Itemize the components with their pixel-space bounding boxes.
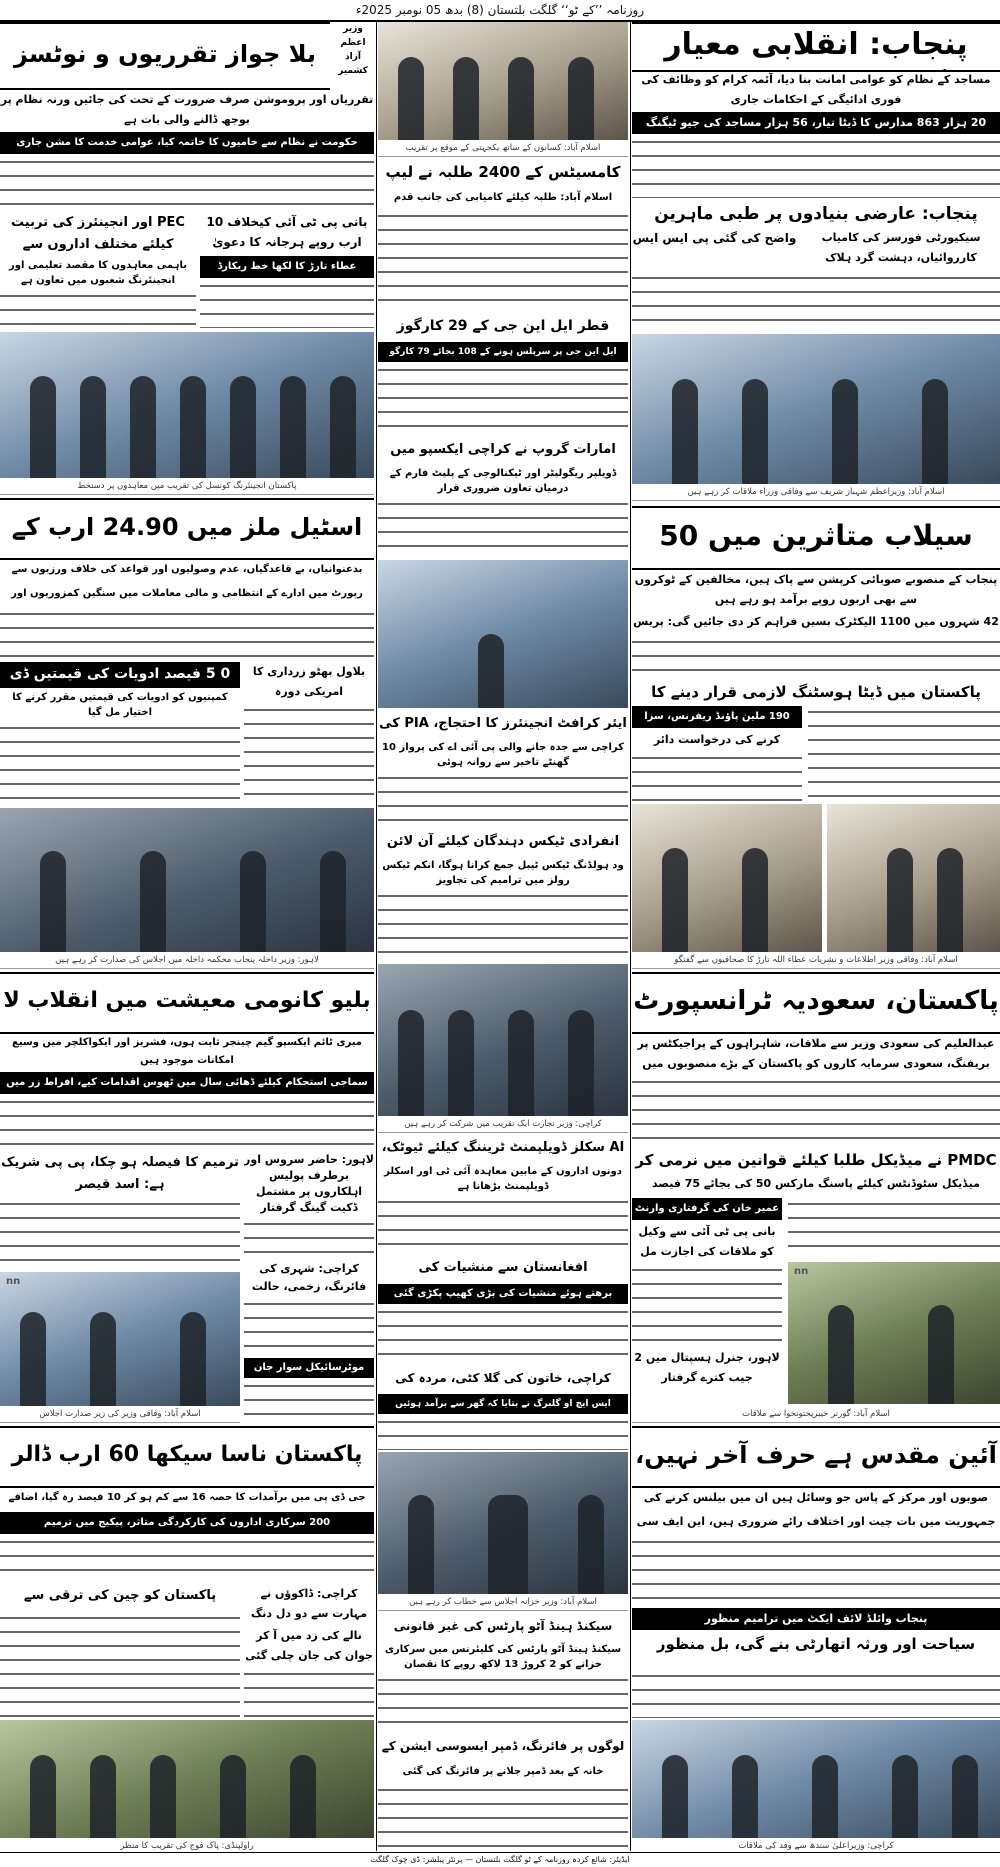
article-body [200,280,374,328]
headline-bar: 200 سرکاری اداروں کی کارکردگی متاثر، پیکیج میں ترمیم [0,1512,374,1534]
article-body [244,1218,374,1258]
headline-main: پاکستان ناسا سیکھا 60 ارب ڈالر [0,1426,374,1488]
article-body [378,1196,628,1252]
headline: افغانستان سے منشیات کی [418,1260,588,1275]
headline-sub: باہمی معاہدوں کا مقصد تعلیمی اور انجینئرنگ شعبوں میں تعاون ہے [9,260,187,286]
headline: انفرادی ٹیکس دہندگان کیلئے آن لائن [386,834,620,849]
headline-bar: عطاء تارڑ کا لکھا خط ریکارڈ [200,256,374,278]
article-body [378,364,628,434]
article-body [0,156,374,208]
article-body [378,210,628,310]
headline-bar: پنجاب وائلڈ لائف ایکٹ میں ترامیم منظور [632,1608,1000,1630]
headline: PMDC نے میڈیکل طلبا کیلئے قوانین میں نرمی کر [635,1151,997,1169]
article-body [788,1198,1000,1258]
headline-sub: رپورٹ میں ادارے کے انتظامی و مالی معاملات میں سنگین کمزوریوں اور [11,588,363,599]
headline-sub: خانہ کے بعد ڈمپر جلانے پر فائرنگ کی گئی [402,1766,604,1777]
article-body [378,1674,628,1730]
photo-caption: کراچی: وزیراعلیٰ سندھ سے وفد کی ملاقات [632,1840,1000,1853]
article-body [0,1198,240,1270]
headline: AI سکلز ڈویلپمنٹ ٹریننگ کیلئے ٹیوٹک، [381,1140,625,1155]
headline: لاہور، جنرل ہسپتال میں 2 جیب کترے گرفتار [634,1351,780,1384]
news-photo [788,1262,1000,1404]
article-body [0,1096,374,1148]
headline-sub: مساجد کے نظام کو عوامی امانت بنا دیا، آئمہ کرام کو وظائف کی فوری ادائیگی کے احکامات جاری [641,73,991,106]
agency-logo: nn [794,1266,809,1277]
headline-sub: 42 شہروں میں 1100 الیکٹرک بسیں فراہم کر دی جائیں گی: پریس [633,615,999,628]
headline-bar: موٹرسائیکل سوار جان [244,1358,374,1378]
headline-bar: ایل این جی پر سرپلس ہونے کے 108 بجائے 79 کارگو [378,342,628,362]
news-photo [378,1452,628,1594]
column-rule [376,22,377,1851]
article-body [378,1306,628,1362]
headline-main: پنجاب: انقلابی معیار [632,22,1000,72]
headline: ترمیم کا فیصلہ ہو چکا، پی پی شریک ہے: اسد قیصر [1,1155,239,1192]
headline-sub: بدعنوانیاں، بے قاعدگیاں، عدم وصولیوں اور قواعد کی خلاف ورزیوں سے [11,564,363,575]
headline-bar: عمیر خان کی گرفتاری وارنٹ [632,1198,782,1220]
headline: سیکنڈ ہینڈ آٹو پارٹس کی غیر قانونی [393,1619,613,1633]
article-body [632,752,802,802]
article-body [378,1784,628,1850]
headline: کراچی: شہری کی فائرنگ، زخمی، حالت [251,1262,367,1293]
headline: امارات گروپ نے کراچی ایکسپو میں [390,442,616,457]
headline: نالے کی زد میں آ کر جوان کی جان چلی گئی [245,1629,373,1662]
headline-sub: جی ڈی پی میں برآمدات کا حصہ 16 سے کم ہو کر 10 فیصد رہ گیا، اضافے [8,1492,366,1503]
headline: بانی پی ٹی آئی سے وکیل کو ملاقات کی اجازت مل [638,1225,776,1258]
news-photo [378,22,628,140]
photo-caption: اسلام آباد: وفاقی وزیر کی زیر صدارت اجلاس [0,1408,240,1423]
headline: کامسیٹس کے 2400 طلبہ نے لیپ [385,163,621,181]
headline-main: بلیو کانومی معیشت میں انقلاب لا [0,972,374,1034]
article-body [378,772,628,828]
news-photo [0,1720,374,1838]
photo-caption: پاکستان انجینئرنگ کونسل کی تقریب میں معاہدوں پر دستخط [0,480,374,495]
headline-sub: تقرریاں اور پروموشن صرف ضرورت کے تحت کی جائیں ورنہ نظام پر بوجھ ڈالنے والی بات ہے [0,93,374,126]
article-body [244,1668,374,1718]
headline-sub-bar: 20 ہزار 863 مدارس کا ڈیٹا تیار، 56 ہزار مساجد کی جیو ٹیگنگ [632,112,1000,134]
news-photo [0,332,374,478]
headline-sub: اسلام آباد: طلبہ کیلئے کامیابی کی جانب قدم [393,192,613,203]
headline-sub: ود ہولڈنگ ٹیکس ٹیبل جمع کرانا ہوگا، انکم ٹیکس رولز میں ترامیم کی تجاویز [382,860,624,886]
news-photo [827,804,1000,952]
photo-caption: اسلام آباد: وزیر خزانہ اجلاس سے خطاب کر رہے ہیں [378,1596,628,1611]
photo-caption: اسلام آباد: کسانوں کے ساتھ یکجہتی کے موقع پر تقریب [378,142,628,157]
article-body [0,290,196,328]
headline-sub: کراچی سے جدہ جانے والی پی آئی اے کی پرواز 10 گھنٹے تاخیر سے روانہ ہوئی [382,742,624,768]
headline-bar: سماجی استحکام کیلئے ڈھائی سال میں ٹھوس اقدامات کیے، افراط زر میں [0,1072,374,1094]
news-photo [632,334,1000,484]
article-body [378,498,628,558]
article-body [632,636,1000,676]
article-body [244,704,374,806]
headline-sub: عبدالعلیم کی سعودی وزیر سے ملاقات، شاہراہوں کے پراجیکٹس پر بریفنگ، سعودی سرمایہ کاروں کو پاکستان کے بڑے منصوبوں میں [637,1037,995,1070]
photo-caption: راولپنڈی: پاک فوج کی تقریب کا منظر [0,1840,374,1853]
article-body [244,1298,374,1356]
headline: کراچی: ڈاکوؤں نے مہارت سے دو دل دنگ [250,1587,368,1620]
photo-caption: اسلام آباد: گورنر خیبرپختونخوا سے ملاقات [632,1408,1000,1423]
news-photo [0,808,374,952]
headline-bar: برھتے ہوئے منشیات کی بڑی کھیپ پکڑی گئی [378,1284,628,1304]
headline: پنجاب: عارضی بنیادوں پر طبی ماہرین [654,204,978,224]
headline-bar: حکومت نے نظام سے خامیوں کا خاتمہ کیا، عوامی خدمت کا مشن جاری [0,132,374,154]
headline: کرنے کی درخواست دائر [653,733,781,746]
article-body [244,1380,374,1422]
photo-caption: کراچی: وزیر تجارت ایک تقریب میں شرکت کر رہے ہیں [378,1118,628,1133]
article-body [632,1670,1000,1718]
headline-tag: وزیر اعظم آزاد کشمیر [338,24,368,76]
headline: قطر ایل این جی کے 29 کارگوز [396,318,610,334]
page-footer: ایڈیٹر: شائع کردہ روزنامہ کے ٹو گلگت بلتستان — پرنٹر پبلشر: ڈی چوک گلگت [0,1852,1000,1867]
headline-main: بلا جواز تقرریوں و نوٹسز [0,22,330,90]
headline-sub: میڈیکل سٹوڈنٹس کیلئے پاسنگ مارکس 50 کی بجائے 75 فیصد [652,1177,980,1190]
headline-bar: 0 5 فیصد ادویات کی قیمتیں ڈی [0,662,240,688]
headline-sub: دونوں اداروں کے مابین معاہدہ آئی ٹی اور اسکلز ڈویلپمنٹ بڑھانا ہے [384,1166,622,1192]
masthead: روزنامہ ’’کے ٹو‘‘ گلگت بلتستان (8) بدھ 05 نومبر 2025ء [0,0,1000,22]
article-body [0,1612,240,1718]
headline: بلاول بھٹو زرداری کا امریکی دورہ [252,665,366,698]
news-photo [632,1720,1000,1838]
headline: پاکستان کو چین کی ترقی سے [23,1588,217,1603]
article-body [808,706,1000,802]
headline: کراچی، خاتون کی گلا کٹی، مردہ کی [395,1371,611,1385]
article-body [0,608,374,658]
article-body [378,890,628,962]
headline: لوگوں پر فائرنگ، ڈمپر ایسوسی ایشن کے [381,1739,625,1753]
headline: بانی پی ٹی آئی کیخلاف 10 ارب روپے ہرجانہ کا دعویٰ [206,215,368,249]
column-middle [378,22,628,1851]
headline: واضح کی گئی پی ایس ایس [632,231,797,245]
column-right [632,22,1000,1851]
article-body [632,1536,1000,1606]
headline-main: آئین مقدس ہے حرف آخر نہیں، [632,1426,1000,1488]
news-photo [0,1272,240,1406]
headline-sub: ڈویلپر ریگولیٹر اور ٹیکنالوجی کے پلیٹ فارم کے درمیان تعاون ضروری قرار [389,468,617,494]
news-photo [632,804,822,952]
headline-sub: جمہوریت میں بات چیت اور اختلاف رائے ضروری ہیں، این ایف سی [636,1515,996,1528]
headline-main: اسٹیل ملز میں 24.90 ارب کے [0,498,374,560]
headline-sub: کمپنیوں کو ادویات کی قیمتیں مقرر کرنے کا اختیار مل گیا [12,692,228,718]
headline-main: پاکستان، سعودیہ ٹرانسپورٹ [632,972,1000,1034]
article-body [632,136,1000,198]
headline-bar: ایس ایچ او گلبرگ نے بتایا کہ گھر سے برآمد ہوئیں [378,1394,628,1414]
column-left [0,22,374,1851]
news-photo [378,964,628,1116]
headline-sub: میری ٹائم ایکسپو گیم چینجر ثابت ہوں، فشریز اور ایکواکلچر میں وسیع امکانات موجود ہیں [11,1037,362,1066]
photo-caption: اسلام آباد: وفاقی وزیر اطلاعات و نشریات عطاء اللہ تارڑ کا صحافیوں سے گفتگو [632,954,1000,969]
headline: لاہور: حاضر سروس اور برطرف پولیس اہلکاروں پر مشتمل ڈکیت گینگ گرفتار [244,1153,374,1214]
headline-bar: 190 ملین پاؤنڈ ریفرنس، سزا [632,706,802,728]
headline-sub: صوبوں اور مرکز کے پاس جو وسائل ہیں ان میں بیلنس کرنے کی [643,1491,989,1504]
article-body [0,1536,374,1582]
headline-sub: پنجاب کے منصوبے صوبائی کرپشن سے پاک ہیں، مخالفین کے ٹوکروں سے بھی اربوں روپے برآمد ہو رہے ہیں [634,573,998,606]
photo-caption: اسلام آباد: وزیراعظم شہباز شریف سے وفاقی وزراء ملاقات کر رہے ہیں [632,486,1000,501]
article-body [632,272,1000,332]
news-photo [378,560,628,708]
headline: سیاحت اور ورثہ اتھارٹی بنے گی، بل منظور [656,1635,976,1653]
headline: پاکستان میں ڈیٹا ہوسٹنگ لازمی قرار دینے کا [651,683,981,701]
headline: ایئر کرافٹ انجینئرز کا احتجاج، PIA کی [379,716,627,731]
agency-logo: nn [6,1276,21,1287]
headline: PEC اور انجینئرز کی تربیت کیلئے مختلف اداروں سے [11,215,185,252]
headline-sub: سیکنڈ ہینڈ آٹو پارٹس کی کلیئرنس میں سرکاری خزانے کو 2 کروڑ 13 لاکھ روپے کا نقصان [384,1644,622,1670]
photo-caption: لاہور: وزیر داخلہ پنجاب محکمہ داخلہ میں اجلاس کی صدارت کر رہے ہیں [0,954,374,969]
headline: سیکیورٹی فورسز کی کامیاب کارروائیاں، دہشت گرد ہلاک [821,231,981,264]
article-body [0,722,240,806]
column-rule [630,22,631,1851]
article-body [378,1416,628,1450]
article-body [632,1076,1000,1146]
article-body [632,1264,782,1344]
headline-main: سیلاب متاثرین میں 50 [632,506,1000,570]
